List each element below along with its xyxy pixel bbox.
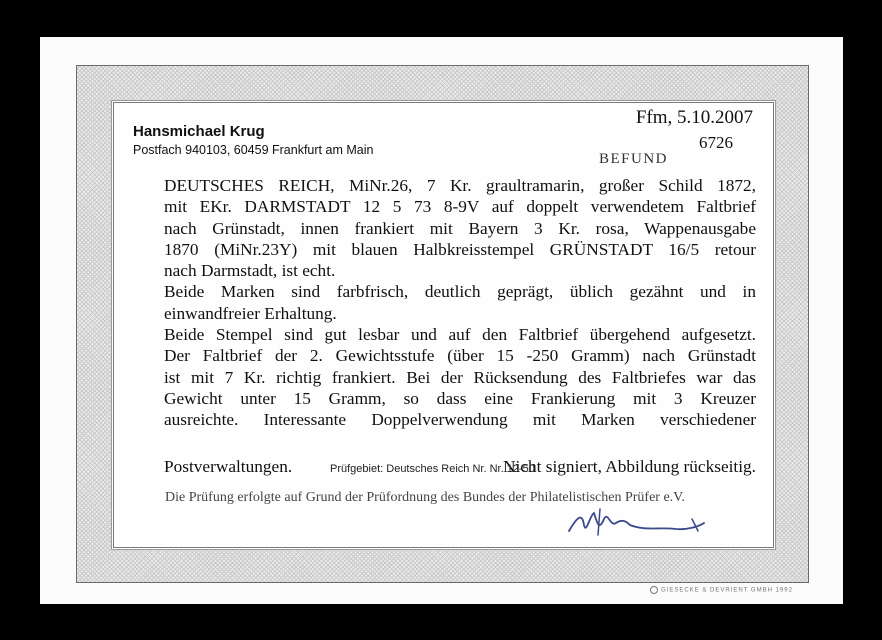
document-heading: BEFUND bbox=[599, 151, 669, 167]
printer-mark bbox=[650, 586, 793, 594]
body-line: Beide Stempel sind gut lesbar und auf den Faltbrief übergehend aufgesetzt. bbox=[164, 325, 756, 345]
certificate-number: 6726 bbox=[699, 133, 733, 152]
issuer-address: Postfach 940103, 60459 Frankfurt am Main bbox=[133, 143, 374, 157]
body-line: mit EKr. DARMSTADT 12 5 73 8-9V auf doppelt verwendetem Faltbrief bbox=[164, 197, 756, 217]
body-line: nach Darmstadt, ist echt. bbox=[164, 261, 336, 281]
body-line: nach Grünstadt, innen frankiert mit Bayern 3 Kr. rosa, Wappenausgabe bbox=[164, 218, 756, 238]
certificate-sheet bbox=[40, 37, 843, 604]
certificate-body bbox=[164, 175, 756, 431]
body-final-right: Nicht signiert, Abbildung rückseitig. bbox=[503, 457, 756, 476]
body-line: Gewicht unter 15 Gramm, so dass eine Frankierung mit 3 Kreuzer bbox=[164, 388, 756, 408]
certificate-content-area bbox=[113, 102, 774, 548]
issuer-name: Hansmichael Krug bbox=[133, 123, 265, 140]
pruefgebiet-stamp: Prüfgebiet: Deutsches Reich Nr. Nr. 12-50 bbox=[330, 463, 535, 475]
body-line: 1870 (MiNr.23Y) mit blauen Halbkreisstempel GRÜNSTADT 16/5 retour bbox=[164, 239, 756, 259]
body-final-line bbox=[164, 457, 756, 479]
guilloche-border bbox=[76, 65, 809, 583]
pruefung-statement: Die Prüfung erfolgte auf Grund der Prüfordnung des Bundes der Philatelistischen Prüfer e.V. bbox=[165, 490, 685, 505]
body-line: ausreichte. Interessante Doppelverwendung mit Marken verschiedener bbox=[164, 410, 756, 430]
signature-icon bbox=[564, 501, 714, 541]
body-line: ist mit 7 Kr. richtig frankiert. Bei der Rücksendung des Faltbriefes war das bbox=[164, 367, 756, 387]
copyright-icon bbox=[650, 586, 658, 594]
body-line: DEUTSCHES REICH, MiNr.26, 7 Kr. graultramarin, großer Schild 1872, bbox=[164, 176, 756, 195]
body-final-left: Postverwaltungen. bbox=[164, 457, 293, 476]
body-line: einwandfreier Erhaltung. bbox=[164, 303, 337, 323]
body-line: Beide Marken sind farbfrisch, deutlich geprägt, üblich gezähnt und in bbox=[164, 282, 756, 302]
place-date: Ffm, 5.10.2007 bbox=[635, 107, 753, 128]
body-line: Der Faltbrief der 2. Gewichtsstufe (über 15 -250 Gramm) nach Grünstadt bbox=[164, 346, 756, 366]
printer-mark-text: GIESECKE & DEVRIENT GMBH 1992 bbox=[661, 587, 793, 594]
